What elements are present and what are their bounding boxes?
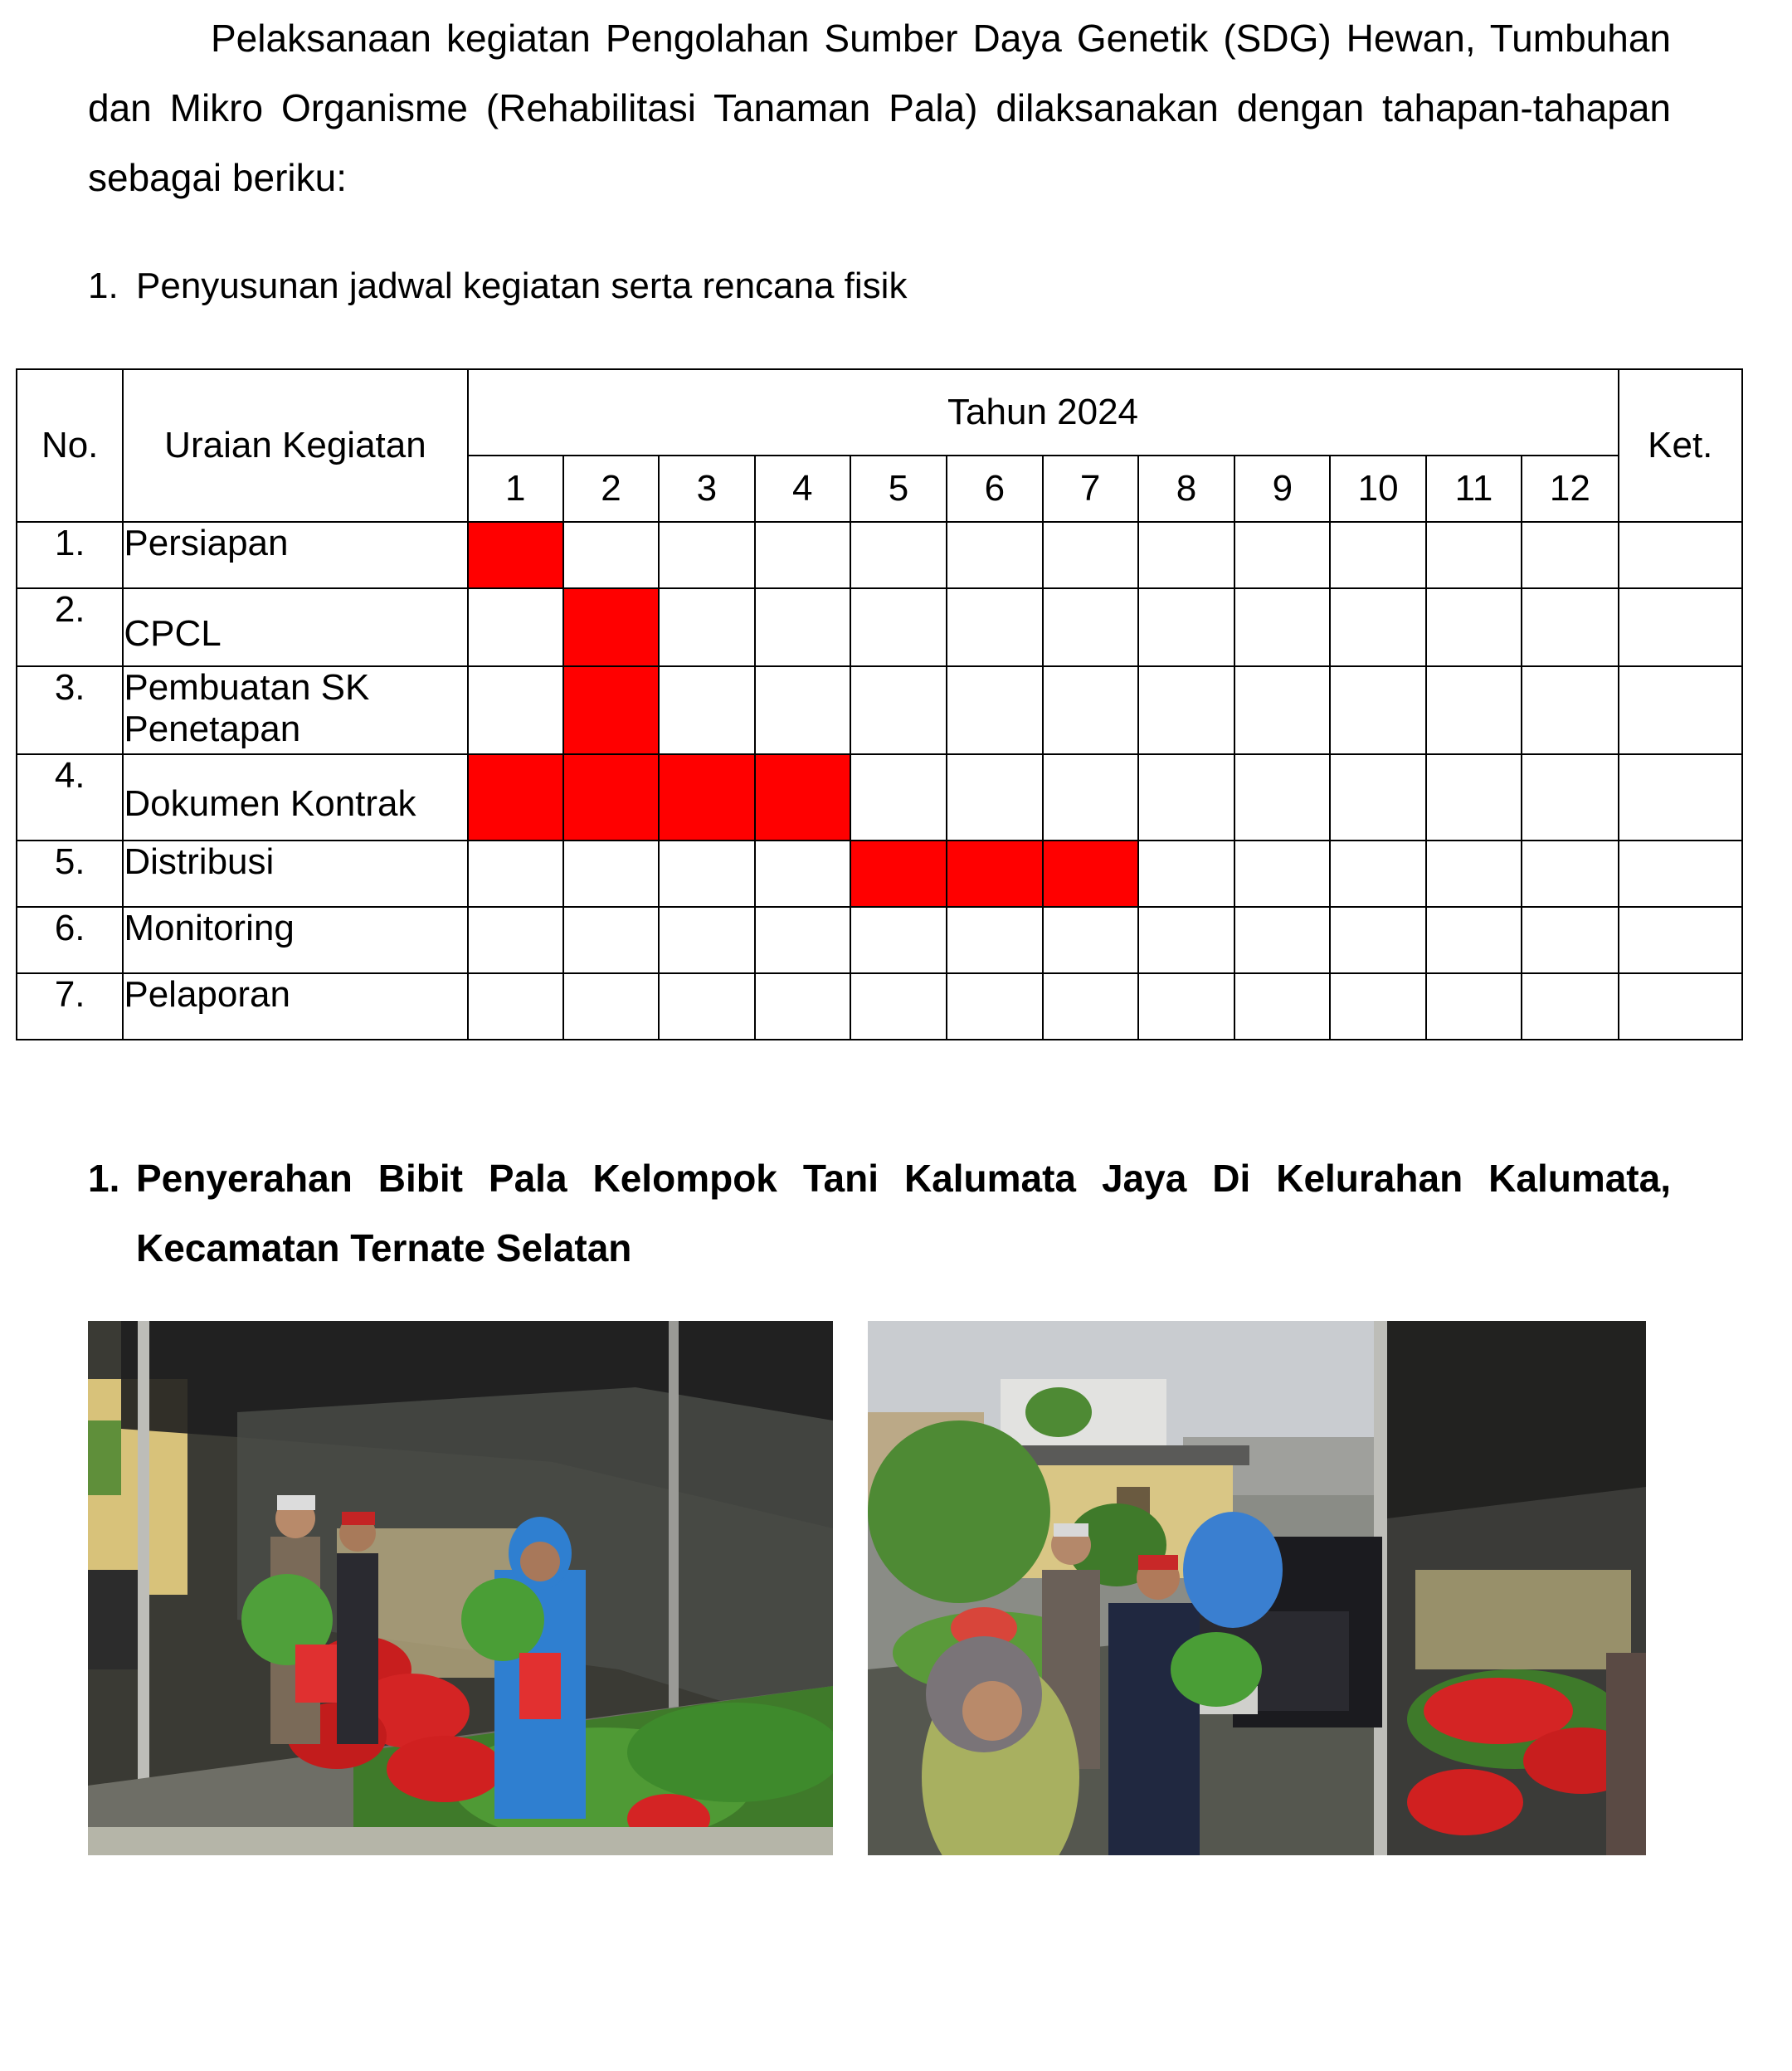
schedule-cell bbox=[1522, 907, 1618, 973]
table-row bbox=[17, 841, 1742, 907]
section-heading bbox=[88, 1143, 1671, 1283]
schedule-cell-active bbox=[468, 754, 563, 841]
schedule-cell bbox=[947, 666, 1042, 754]
month-header-6: 6 bbox=[947, 456, 1042, 522]
header-no: No. bbox=[17, 369, 123, 522]
schedule-cell bbox=[850, 973, 947, 1040]
schedule-cell bbox=[563, 522, 659, 588]
photo-handover-shade-house bbox=[88, 1321, 833, 1855]
month-header-1: 1 bbox=[468, 456, 563, 522]
schedule-cell bbox=[850, 588, 947, 666]
schedule-cell bbox=[468, 907, 563, 973]
month-header-10: 10 bbox=[1330, 456, 1425, 522]
schedule-cell bbox=[1043, 588, 1138, 666]
schedule-cell bbox=[1522, 588, 1618, 666]
schedule-cell bbox=[1043, 907, 1138, 973]
schedule-cell bbox=[1234, 754, 1330, 841]
schedule-cell bbox=[659, 973, 754, 1040]
schedule-cell bbox=[755, 522, 850, 588]
list-number: 1. bbox=[88, 266, 119, 306]
month-header-4: 4 bbox=[755, 456, 850, 522]
schedule-cell bbox=[659, 522, 754, 588]
row-activity: Dokumen Kontrak bbox=[123, 754, 467, 841]
schedule-cell bbox=[1043, 973, 1138, 1040]
schedule-cell bbox=[659, 588, 754, 666]
schedule-cell-active bbox=[659, 754, 754, 841]
schedule-cell bbox=[1138, 754, 1234, 841]
schedule-cell bbox=[947, 754, 1042, 841]
schedule-cell bbox=[947, 973, 1042, 1040]
table-row bbox=[17, 973, 1742, 1040]
section-title: Penyerahan Bibit Pala Kelompok Tani Kalumata Jaya Di Kelurahan Kalumata, Kecamatan Ternate Selatan bbox=[136, 1157, 1671, 1269]
row-note bbox=[1619, 666, 1742, 754]
schedule-cell-active bbox=[755, 754, 850, 841]
schedule-cell bbox=[1043, 666, 1138, 754]
schedule-cell bbox=[850, 907, 947, 973]
row-note bbox=[1619, 588, 1742, 666]
row-note bbox=[1619, 754, 1742, 841]
schedule-cell bbox=[1138, 588, 1234, 666]
schedule-cell bbox=[1234, 973, 1330, 1040]
schedule-cell bbox=[1138, 973, 1234, 1040]
schedule-cell-active bbox=[563, 666, 659, 754]
photo-loading-seedlings-truck bbox=[868, 1321, 1646, 1855]
schedule-cell bbox=[659, 841, 754, 907]
row-number: 6. bbox=[17, 907, 123, 973]
schedule-cell bbox=[1522, 754, 1618, 841]
schedule-cell bbox=[563, 973, 659, 1040]
schedule-cell bbox=[1138, 907, 1234, 973]
row-note bbox=[1619, 907, 1742, 973]
schedule-cell bbox=[755, 973, 850, 1040]
schedule-cell bbox=[1426, 907, 1522, 973]
schedule-cell bbox=[1330, 841, 1425, 907]
schedule-cell bbox=[1138, 522, 1234, 588]
schedule-cell bbox=[1522, 522, 1618, 588]
schedule-cell bbox=[947, 522, 1042, 588]
schedule-cell bbox=[947, 588, 1042, 666]
schedule-cell bbox=[850, 754, 947, 841]
schedule-cell bbox=[1234, 841, 1330, 907]
row-activity: Pelaporan bbox=[123, 973, 467, 1040]
row-number: 4. bbox=[17, 754, 123, 841]
schedule-cell-active bbox=[563, 588, 659, 666]
schedule-cell bbox=[1426, 973, 1522, 1040]
schedule-cell bbox=[468, 973, 563, 1040]
schedule-cell-active bbox=[563, 754, 659, 841]
schedule-table bbox=[16, 368, 1743, 1040]
schedule-cell bbox=[468, 841, 563, 907]
schedule-cell-active bbox=[468, 522, 563, 588]
table-row bbox=[17, 666, 1742, 754]
month-header-9: 9 bbox=[1234, 456, 1330, 522]
schedule-cell bbox=[1426, 666, 1522, 754]
header-note: Ket. bbox=[1619, 369, 1742, 522]
table-row bbox=[17, 588, 1742, 666]
month-header-11: 11 bbox=[1426, 456, 1522, 522]
schedule-cell bbox=[1234, 907, 1330, 973]
section-number: 1. bbox=[88, 1157, 120, 1200]
schedule-cell bbox=[468, 666, 563, 754]
table-row bbox=[17, 754, 1742, 841]
schedule-cell bbox=[1426, 522, 1522, 588]
schedule-cell bbox=[850, 522, 947, 588]
schedule-cell bbox=[563, 907, 659, 973]
month-header-3: 3 bbox=[659, 456, 754, 522]
schedule-cell bbox=[1330, 522, 1425, 588]
row-activity: Pembuatan SK Penetapan bbox=[123, 666, 467, 754]
month-header-8: 8 bbox=[1138, 456, 1234, 522]
row-number: 7. bbox=[17, 973, 123, 1040]
schedule-cell bbox=[659, 907, 754, 973]
schedule-cell bbox=[1426, 588, 1522, 666]
schedule-cell bbox=[1426, 754, 1522, 841]
table-row bbox=[17, 907, 1742, 973]
row-number: 3. bbox=[17, 666, 123, 754]
table-row bbox=[17, 522, 1742, 588]
schedule-cell bbox=[1234, 522, 1330, 588]
row-activity: CPCL bbox=[123, 588, 467, 666]
schedule-cell bbox=[1330, 666, 1425, 754]
row-activity: Monitoring bbox=[123, 907, 467, 973]
month-header-5: 5 bbox=[850, 456, 947, 522]
schedule-cell bbox=[947, 907, 1042, 973]
row-number: 5. bbox=[17, 841, 123, 907]
schedule-cell bbox=[659, 666, 754, 754]
schedule-cell bbox=[1138, 666, 1234, 754]
month-header-2: 2 bbox=[563, 456, 659, 522]
schedule-cell bbox=[1043, 754, 1138, 841]
schedule-cell bbox=[1330, 973, 1425, 1040]
row-activity: Distribusi bbox=[123, 841, 467, 907]
schedule-cell bbox=[1426, 841, 1522, 907]
schedule-cell-active bbox=[947, 841, 1042, 907]
schedule-cell bbox=[850, 666, 947, 754]
month-header-12: 12 bbox=[1522, 456, 1618, 522]
header-activity: Uraian Kegiatan bbox=[123, 369, 467, 522]
schedule-cell-active bbox=[1043, 841, 1138, 907]
row-note bbox=[1619, 522, 1742, 588]
schedule-cell bbox=[755, 841, 850, 907]
schedule-cell bbox=[1522, 666, 1618, 754]
schedule-cell bbox=[468, 588, 563, 666]
row-note bbox=[1619, 841, 1742, 907]
schedule-cell bbox=[1522, 973, 1618, 1040]
schedule-cell bbox=[1043, 522, 1138, 588]
schedule-cell bbox=[1330, 907, 1425, 973]
schedule-cell bbox=[1330, 588, 1425, 666]
list-item-schedule bbox=[88, 257, 907, 315]
intro-paragraph: Pelaksanaan kegiatan Pengolahan Sumber Daya Genetik (SDG) Hewan, Tumbuhan dan Mikro Organisme (Rehabilitasi Tanaman Pala) dilaksanakan dengan tahapan-tahapan sebagai beriku: bbox=[88, 17, 1671, 199]
schedule-cell bbox=[1234, 666, 1330, 754]
row-activity: Persiapan bbox=[123, 522, 467, 588]
schedule-cell bbox=[1522, 841, 1618, 907]
schedule-cell bbox=[1138, 841, 1234, 907]
schedule-cell bbox=[1330, 754, 1425, 841]
row-number: 2. bbox=[17, 588, 123, 666]
schedule-cell-active bbox=[850, 841, 947, 907]
schedule-cell bbox=[755, 907, 850, 973]
month-header-7: 7 bbox=[1043, 456, 1138, 522]
row-number: 1. bbox=[17, 522, 123, 588]
list-text: Penyusunan jadwal kegiatan serta rencana fisik bbox=[136, 266, 908, 306]
schedule-cell bbox=[755, 666, 850, 754]
schedule-cell bbox=[563, 841, 659, 907]
header-year: Tahun 2024 bbox=[468, 369, 1619, 456]
row-note bbox=[1619, 973, 1742, 1040]
schedule-cell bbox=[755, 588, 850, 666]
schedule-cell bbox=[1234, 588, 1330, 666]
